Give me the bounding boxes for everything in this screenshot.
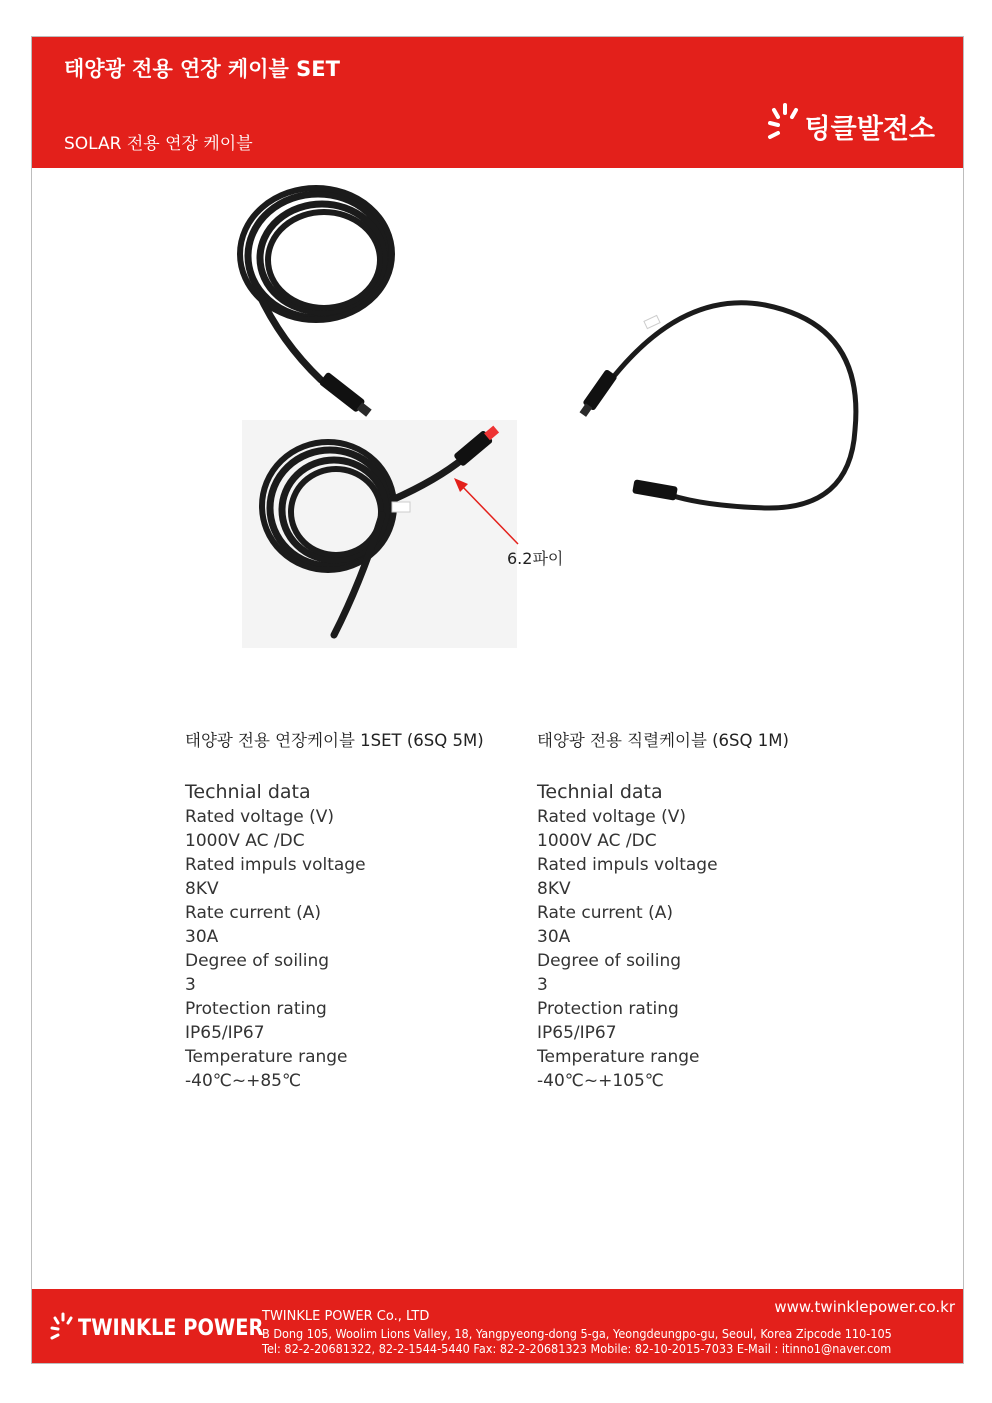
spec-line: 3	[537, 975, 548, 995]
spec-line: Rated voltage (V)	[185, 807, 334, 827]
spec-line: 1000V AC /DC	[185, 831, 305, 851]
footer-banner	[32, 1289, 963, 1363]
product-title: 태양광 전용 직렬케이블 (6SQ 1M)	[537, 731, 789, 750]
company-address: B Dong 105, Woolim Lions Valley, 18, Yangpyeong-dong 5-ga, Yeongdeungpo-gu, Seoul, Korea Zipcode 110-105	[262, 1327, 892, 1341]
page-frame	[31, 36, 964, 1364]
spec-heading: Technial data	[537, 781, 663, 803]
product-photo-loop	[565, 280, 880, 540]
spec-line: Rated impuls voltage	[537, 855, 718, 875]
page-title: 태양광 전용 연장 케이블 SET	[64, 57, 340, 81]
spec-line: Protection rating	[185, 999, 327, 1019]
pointer-arrow	[440, 470, 530, 550]
spec-line: Degree of soiling	[185, 951, 330, 971]
spec-line: Rate current (A)	[185, 903, 322, 923]
spec-line: IP65/IP67	[185, 1023, 265, 1043]
product-spec-right	[537, 727, 867, 1093]
product-spec-left	[185, 727, 515, 1093]
spec-line: 30A	[185, 927, 219, 947]
spec-line: Rated voltage (V)	[537, 807, 686, 827]
company-name: TWINKLE POWER Co., LTD	[262, 1309, 430, 1324]
product-title: 태양광 전용 연장케이블 1SET (6SQ 5M)	[185, 731, 484, 750]
spec-line: Temperature range	[537, 1047, 700, 1067]
spec-line: 3	[185, 975, 196, 995]
spec-line: -40℃~+85℃	[185, 1071, 302, 1091]
spec-line: 8KV	[537, 879, 571, 899]
footer-brand: TWINKLE POWER	[78, 1315, 264, 1341]
product-photo-coil-1	[236, 182, 416, 420]
spec-line: Temperature range	[185, 1047, 348, 1067]
spec-line: IP65/IP67	[537, 1023, 617, 1043]
company-contact: Tel: 82-2-20681322, 82-2-1544-5440 Fax: 82-2-20681323 Mobile: 82-10-2015-7033 E-Mail : itinno1@naver.com	[262, 1342, 892, 1356]
spec-line: Degree of soiling	[537, 951, 682, 971]
spec-line: -40℃~+105℃	[537, 1071, 664, 1091]
brand-name: 팅클발전소	[804, 113, 935, 145]
sunburst-icon	[50, 1311, 76, 1345]
website-link[interactable]: www.twinklepower.co.kr	[774, 1298, 955, 1316]
header-banner	[32, 37, 963, 168]
page-subtitle: SOLAR 전용 연장 케이블	[64, 134, 253, 154]
brand-logo	[767, 101, 935, 151]
spec-line: 1000V AC /DC	[537, 831, 657, 851]
spec-line: 8KV	[185, 879, 219, 899]
sunburst-icon	[767, 101, 803, 151]
spec-line: 30A	[537, 927, 571, 947]
spec-line: Rate current (A)	[537, 903, 674, 923]
spec-line: Protection rating	[537, 999, 679, 1019]
spec-heading: Technial data	[185, 781, 311, 803]
diameter-callout: 6.2파이	[507, 549, 564, 568]
spec-line: Rated impuls voltage	[185, 855, 366, 875]
footer-logo	[50, 1311, 289, 1345]
